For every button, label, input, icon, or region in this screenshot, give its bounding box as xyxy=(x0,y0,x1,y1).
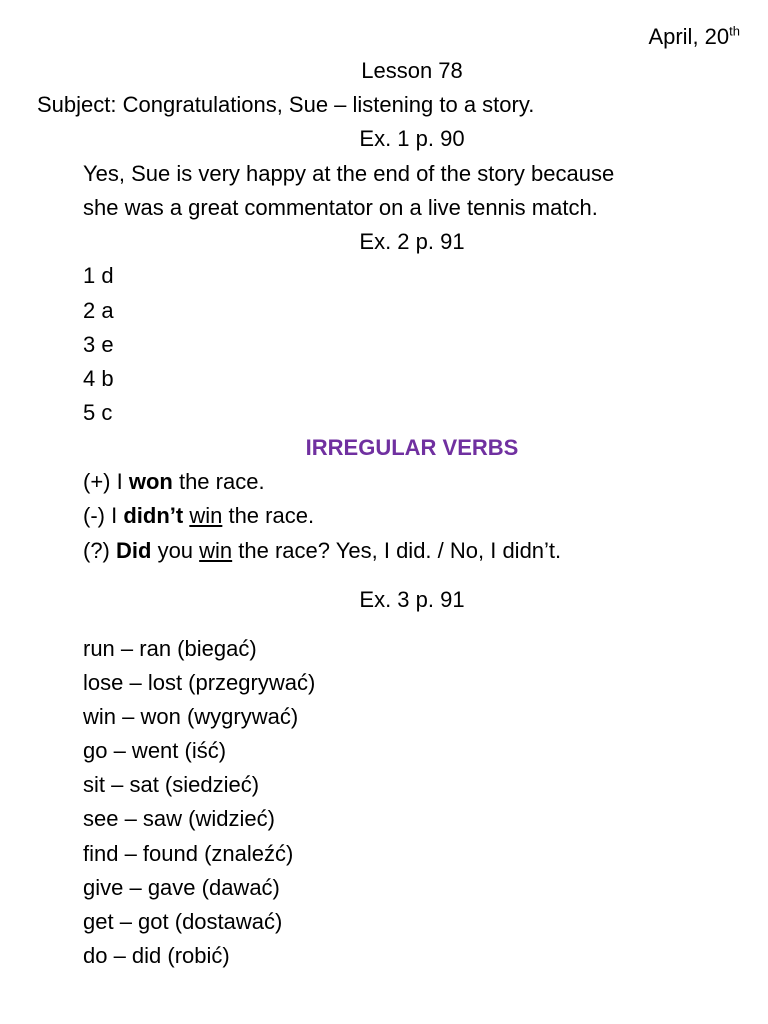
verb-item: give – gave (dawać) xyxy=(83,875,280,900)
negative-prefix: (-) I xyxy=(83,503,124,528)
ex2-answer: 4 b xyxy=(83,366,114,391)
question-auxiliary: Did xyxy=(116,538,152,563)
verb-item: lose – lost (przegrywać) xyxy=(83,670,316,695)
date xyxy=(648,22,740,52)
negative-verb: win xyxy=(189,503,223,528)
question-prefix: (?) xyxy=(83,538,116,563)
positive-suffix: the race. xyxy=(172,469,265,494)
verb-item: sit – sat (siedzieć) xyxy=(83,772,260,797)
question-example xyxy=(83,536,561,566)
negative-example xyxy=(83,501,314,531)
positive-example xyxy=(83,467,265,497)
question-verb: win xyxy=(199,538,233,563)
date-suffix: th xyxy=(729,23,740,39)
negative-suffix: the race. xyxy=(222,503,315,528)
verb-item: find – found (znaleźć) xyxy=(83,841,294,866)
ex2-answer: 1 d xyxy=(83,263,114,288)
ex1-answer-line1: Yes, Sue is very happy at the end of the story because xyxy=(83,161,615,186)
ex2-answer: 3 e xyxy=(83,332,114,357)
question-middle: you xyxy=(151,538,200,563)
ex3-title: Ex. 3 p. 91 xyxy=(359,587,465,612)
positive-prefix: (+) I xyxy=(83,469,129,494)
ex2-title: Ex. 2 p. 91 xyxy=(359,229,465,254)
ex2-answer: 5 c xyxy=(83,400,113,425)
question-suffix: the race? Yes, I did. / No, I didn’t. xyxy=(232,538,562,563)
ex1-answer-line2: she was a great commentator on a live tennis match. xyxy=(83,195,598,220)
date-text: April, 20 xyxy=(648,24,730,49)
ex1-title: Ex. 1 p. 90 xyxy=(359,126,465,151)
verb-item: run – ran (biegać) xyxy=(83,636,257,661)
negative-auxiliary: didn’t xyxy=(123,503,184,528)
subject-line: Subject: Congratulations, Sue – listening to a story. xyxy=(37,92,535,117)
lesson-title: Lesson 78 xyxy=(361,58,463,83)
verb-item: see – saw (widzieć) xyxy=(83,806,275,831)
verb-item: do – did (robić) xyxy=(83,943,230,968)
verb-item: win – won (wygrywać) xyxy=(83,704,299,729)
ex2-answer: 2 a xyxy=(83,298,114,323)
positive-verb: won xyxy=(128,469,173,494)
verb-item: get – got (dostawać) xyxy=(83,909,283,934)
irregular-verbs-heading: IRREGULAR VERBS xyxy=(305,435,519,460)
verb-item: go – went (iść) xyxy=(83,738,227,763)
